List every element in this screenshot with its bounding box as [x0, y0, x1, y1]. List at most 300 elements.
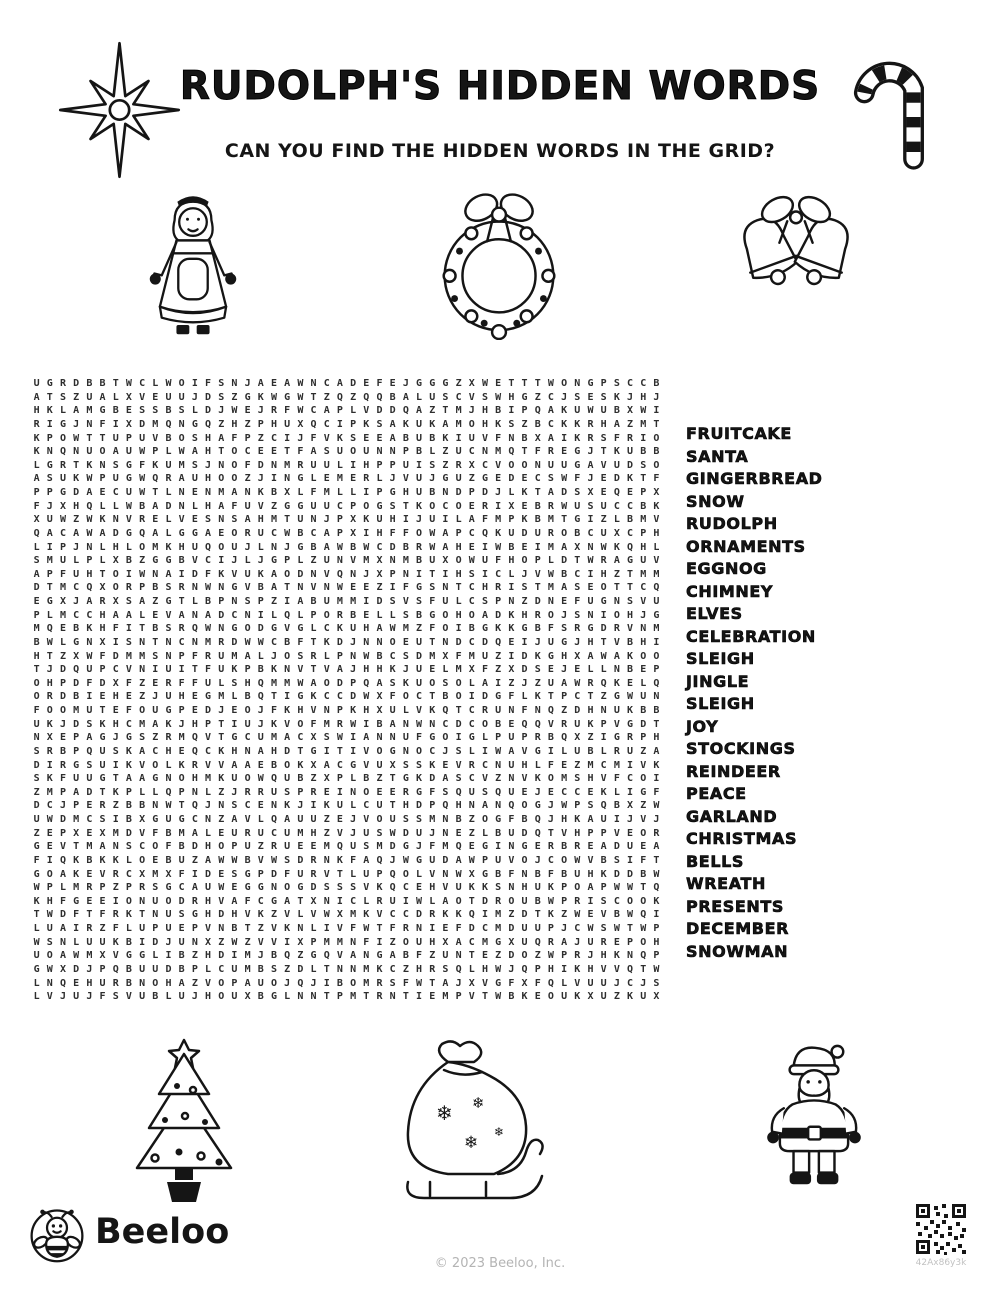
- grid-letter: R: [402, 786, 409, 798]
- grid-letter: T: [218, 718, 225, 730]
- grid-letter: K: [336, 623, 343, 635]
- grid-letter: R: [574, 950, 581, 962]
- grid-letter: E: [561, 596, 568, 607]
- grid-letter: L: [270, 609, 277, 621]
- grid-letter: A: [99, 391, 106, 403]
- grid-letter: S: [442, 391, 449, 403]
- grid-letter: L: [112, 391, 119, 403]
- grid-letter: G: [270, 623, 277, 635]
- grid-letter: L: [455, 596, 462, 607]
- grid-letter: Z: [613, 568, 620, 580]
- grid-letter: B: [205, 596, 212, 607]
- grid-letter: E: [350, 582, 357, 594]
- grid-letter: R: [429, 963, 436, 975]
- qr-code-label: 42Ax86y3k: [915, 1258, 967, 1268]
- grid-letter: E: [627, 827, 634, 839]
- grid-letter: E: [152, 609, 159, 621]
- grid-letter: J: [112, 732, 119, 744]
- grid-letter: W: [363, 541, 370, 553]
- grid-letter: H: [402, 800, 409, 812]
- grid-letter: P: [495, 732, 502, 744]
- grid-letter: W: [653, 800, 660, 812]
- grid-letter: K: [363, 514, 370, 526]
- grid-letter: I: [600, 609, 607, 621]
- grid-letter: V: [363, 759, 370, 771]
- grid-letter: G: [284, 500, 291, 512]
- grid-letter: D: [521, 527, 528, 539]
- grid-letter: E: [521, 786, 528, 798]
- grid-letter: Q: [191, 623, 198, 635]
- grid-letter: C: [323, 691, 330, 703]
- grid-letter: T: [73, 459, 80, 471]
- grid-letter: V: [613, 636, 620, 648]
- grid-letter: N: [323, 705, 330, 716]
- grid-letter: W: [574, 909, 581, 921]
- grid-letter: R: [59, 378, 66, 389]
- grid-letter: P: [59, 677, 66, 689]
- grid-letter: Q: [310, 418, 317, 430]
- grid-letter: S: [429, 582, 436, 594]
- grid-letter: D: [86, 786, 93, 798]
- grid-letter: X: [46, 732, 53, 744]
- grid-letter: C: [73, 582, 80, 594]
- grid-letter: O: [244, 623, 251, 635]
- grid-letter: S: [402, 759, 409, 771]
- grid-letter: G: [125, 950, 132, 962]
- grid-letter: N: [442, 582, 449, 594]
- grid-letter: C: [574, 568, 581, 580]
- grid-letter: B: [561, 868, 568, 880]
- grid-letter: B: [125, 936, 132, 948]
- grid-letter: R: [99, 800, 106, 812]
- grid-letter: L: [310, 473, 317, 485]
- grid-letter: Q: [270, 773, 277, 785]
- grid-letter: O: [139, 854, 146, 866]
- grid-letter: C: [323, 418, 330, 430]
- grid-letter: D: [297, 568, 304, 580]
- grid-letter: C: [442, 718, 449, 730]
- grid-letter: X: [59, 963, 66, 975]
- grid-letter: R: [376, 991, 383, 1003]
- grid-letter: G: [270, 991, 277, 1003]
- grid-letter: C: [574, 691, 581, 703]
- grid-letter: Q: [389, 882, 396, 894]
- grid-letter: T: [429, 691, 436, 703]
- grid-letter: D: [481, 895, 488, 907]
- grid-letter: Q: [191, 745, 198, 757]
- grid-letter: H: [165, 977, 172, 989]
- grid-letter: F: [59, 773, 66, 785]
- grid-letter: J: [402, 664, 409, 676]
- grid-letter: U: [33, 718, 40, 730]
- grid-letter: D: [508, 923, 515, 934]
- grid-letter: B: [613, 909, 620, 921]
- mrs-claus-icon: [147, 184, 239, 341]
- grid-letter: P: [310, 936, 317, 948]
- grid-letter: R: [416, 541, 423, 553]
- grid-letter: Z: [429, 950, 436, 962]
- grid-letter: S: [231, 800, 238, 812]
- grid-letter: U: [508, 527, 515, 539]
- grid-letter: A: [323, 759, 330, 771]
- grid-letter: A: [350, 950, 357, 962]
- grid-letter: B: [653, 446, 660, 458]
- grid-letter: M: [442, 841, 449, 853]
- grid-letter: S: [389, 977, 396, 989]
- grid-letter: U: [547, 677, 554, 689]
- grid-letter: O: [284, 882, 291, 894]
- grid-letter: O: [46, 868, 53, 880]
- grid-letter: T: [534, 909, 541, 921]
- grid-letter: B: [350, 541, 357, 553]
- grid-letter: O: [178, 378, 185, 389]
- grid-letter: M: [152, 868, 159, 880]
- grid-letter: J: [416, 841, 423, 853]
- grid-letter: U: [112, 473, 119, 485]
- grid-letter: E: [336, 814, 343, 825]
- grid-letter: J: [59, 718, 66, 730]
- grid-letter: N: [336, 555, 343, 567]
- grid-letter: B: [139, 800, 146, 812]
- grid-letter: W: [481, 378, 488, 389]
- grid-letter: Z: [508, 909, 515, 921]
- grid-letter: S: [218, 378, 225, 389]
- grid-letter: T: [429, 636, 436, 648]
- grid-letter: S: [59, 391, 66, 403]
- grid-letter: J: [191, 391, 198, 403]
- grid-letter: W: [46, 636, 53, 648]
- grid-letter: D: [218, 609, 225, 621]
- grid-letter: P: [534, 963, 541, 975]
- grid-letter: G: [297, 500, 304, 512]
- grid-letter: G: [297, 623, 304, 635]
- grid-letter: Z: [257, 432, 264, 444]
- grid-letter: J: [46, 664, 53, 676]
- grid-letter: S: [600, 432, 607, 444]
- grid-letter: I: [627, 786, 634, 798]
- grid-letter: Q: [205, 541, 212, 553]
- grid-letter: J: [231, 555, 238, 567]
- grid-letter: L: [59, 636, 66, 648]
- grid-letter: Z: [112, 882, 119, 894]
- grid-letter: B: [521, 432, 528, 444]
- grid-letter: G: [244, 868, 251, 880]
- grid-letter: S: [178, 909, 185, 921]
- grid-letter: U: [139, 432, 146, 444]
- grid-letter: W: [336, 582, 343, 594]
- grid-letter: B: [363, 773, 370, 785]
- grid-letter: K: [600, 868, 607, 880]
- grid-letter: N: [191, 636, 198, 648]
- grid-letter: K: [495, 623, 502, 635]
- grid-letter: S: [231, 514, 238, 526]
- grid-letter: U: [508, 786, 515, 798]
- grid-letter: L: [99, 555, 106, 567]
- grid-letter: M: [284, 677, 291, 689]
- grid-letter: D: [350, 378, 357, 389]
- grid-letter: F: [574, 473, 581, 485]
- grid-letter: D: [402, 827, 409, 839]
- grid-letter: R: [455, 459, 462, 471]
- grid-letter: P: [257, 596, 264, 607]
- grid-letter: Q: [442, 705, 449, 716]
- grid-letter: B: [429, 432, 436, 444]
- grid-letter: H: [191, 718, 198, 730]
- grid-letter: U: [561, 459, 568, 471]
- grid-letter: B: [152, 991, 159, 1003]
- grid-letter: P: [640, 527, 647, 539]
- grid-letter: X: [389, 759, 396, 771]
- grid-letter: T: [152, 487, 159, 498]
- grid-letter: P: [59, 541, 66, 553]
- grid-letter: W: [86, 514, 93, 526]
- grid-letter: P: [244, 664, 251, 676]
- grid-letter: X: [244, 991, 251, 1003]
- grid-letter: G: [521, 391, 528, 403]
- grid-letter: O: [152, 841, 159, 853]
- grid-letter: E: [257, 759, 264, 771]
- grid-letter: U: [165, 923, 172, 934]
- grid-letter: I: [139, 936, 146, 948]
- grid-letter: T: [561, 514, 568, 526]
- grid-letter: V: [152, 432, 159, 444]
- grid-letter: E: [389, 786, 396, 798]
- grid-letter: S: [350, 432, 357, 444]
- grid-letter: H: [363, 623, 370, 635]
- grid-letter: D: [218, 909, 225, 921]
- grid-letter: D: [59, 909, 66, 921]
- grid-letter: N: [363, 950, 370, 962]
- grid-letter: C: [640, 378, 647, 389]
- grid-letter: N: [547, 596, 554, 607]
- word-list-item: EGGNOG: [686, 559, 767, 578]
- grid-letter: O: [244, 773, 251, 785]
- grid-letter: V: [481, 432, 488, 444]
- grid-letter: A: [323, 527, 330, 539]
- grid-letter: L: [125, 923, 132, 934]
- grid-letter: I: [442, 568, 449, 580]
- grid-letter: Q: [508, 446, 515, 458]
- grid-letter: W: [336, 541, 343, 553]
- grid-letter: V: [284, 623, 291, 635]
- grid-letter: K: [534, 773, 541, 785]
- grid-letter: A: [257, 378, 264, 389]
- grid-letter: P: [561, 895, 568, 907]
- grid-letter: U: [270, 786, 277, 798]
- grid-letter: M: [561, 773, 568, 785]
- grid-letter: G: [376, 500, 383, 512]
- grid-letter: O: [231, 446, 238, 458]
- grid-letter: I: [495, 677, 502, 689]
- grid-letter: A: [600, 841, 607, 853]
- grid-letter: U: [363, 827, 370, 839]
- grid-letter: O: [561, 527, 568, 539]
- grid-letter: O: [139, 705, 146, 716]
- grid-letter: I: [653, 636, 660, 648]
- grid-letter: R: [587, 432, 594, 444]
- grid-letter: V: [613, 827, 620, 839]
- grid-letter: C: [336, 500, 343, 512]
- grid-letter: G: [574, 459, 581, 471]
- grid-letter: I: [46, 854, 53, 866]
- grid-letter: I: [416, 568, 423, 580]
- grid-letter: C: [481, 459, 488, 471]
- grid-letter: I: [587, 514, 594, 526]
- grid-letter: N: [389, 991, 396, 1003]
- grid-letter: U: [231, 963, 238, 975]
- grid-letter: U: [416, 664, 423, 676]
- grid-letter: V: [257, 936, 264, 948]
- grid-letter: V: [600, 963, 607, 975]
- grid-letter: E: [508, 718, 515, 730]
- grid-letter: N: [152, 909, 159, 921]
- grid-letter: K: [112, 854, 119, 866]
- grid-letter: B: [653, 378, 660, 389]
- grid-letter: U: [257, 977, 264, 989]
- grid-letter: K: [653, 759, 660, 771]
- grid-letter: D: [416, 650, 423, 662]
- grid-letter: V: [481, 977, 488, 989]
- grid-letter: V: [574, 977, 581, 989]
- grid-letter: T: [468, 895, 475, 907]
- grid-letter: W: [363, 923, 370, 934]
- grid-letter: H: [521, 759, 528, 771]
- grid-letter: K: [284, 923, 291, 934]
- grid-letter: N: [376, 636, 383, 648]
- grid-letter: A: [613, 418, 620, 430]
- grid-letter: P: [99, 882, 106, 894]
- grid-letter: I: [481, 541, 488, 553]
- grid-letter: E: [587, 391, 594, 403]
- grid-letter: L: [402, 705, 409, 716]
- gift-sack-sleigh-icon: [386, 1036, 556, 1206]
- grid-letter: M: [178, 459, 185, 471]
- grid-letter: W: [653, 963, 660, 975]
- grid-letter: H: [46, 895, 53, 907]
- grid-letter: C: [178, 882, 185, 894]
- grid-letter: K: [125, 745, 132, 757]
- grid-letter: B: [495, 718, 502, 730]
- grid-letter: H: [165, 745, 172, 757]
- grid-letter: Q: [73, 664, 80, 676]
- grid-letter: B: [125, 963, 132, 975]
- grid-letter: L: [376, 473, 383, 485]
- grid-letter: C: [310, 405, 317, 417]
- grid-letter: W: [231, 405, 238, 417]
- grid-letter: M: [323, 487, 330, 498]
- grid-letter: W: [574, 677, 581, 689]
- grid-letter: Q: [561, 732, 568, 744]
- grid-letter: H: [653, 732, 660, 744]
- grid-letter: J: [350, 827, 357, 839]
- grid-letter: G: [191, 527, 198, 539]
- grid-letter: K: [416, 500, 423, 512]
- grid-letter: Q: [139, 527, 146, 539]
- grid-letter: O: [416, 527, 423, 539]
- grid-letter: R: [495, 895, 502, 907]
- grid-letter: S: [376, 827, 383, 839]
- grid-letter: Q: [640, 909, 647, 921]
- grid-letter: B: [73, 691, 80, 703]
- grid-letter: R: [336, 609, 343, 621]
- grid-letter: V: [59, 841, 66, 853]
- grid-letter: L: [297, 909, 304, 921]
- grid-letter: A: [389, 432, 396, 444]
- grid-letter: V: [640, 596, 647, 607]
- grid-letter: B: [640, 705, 647, 716]
- grid-letter: I: [363, 487, 370, 498]
- grid-letter: K: [627, 991, 634, 1003]
- grid-letter: V: [270, 936, 277, 948]
- grid-letter: L: [561, 977, 568, 989]
- grid-letter: K: [508, 609, 515, 621]
- grid-letter: P: [376, 459, 383, 471]
- copyright-text: © 2023 Beeloo, Inc.: [434, 1256, 566, 1271]
- grid-letter: G: [534, 745, 541, 757]
- grid-letter: C: [481, 759, 488, 771]
- grid-letter: O: [402, 868, 409, 880]
- grid-letter: C: [125, 868, 132, 880]
- grid-letter: R: [574, 895, 581, 907]
- grid-letter: D: [152, 936, 159, 948]
- grid-letter: W: [231, 936, 238, 948]
- grid-letter: R: [363, 473, 370, 485]
- grid-letter: I: [257, 609, 264, 621]
- grid-letter: Q: [455, 786, 462, 798]
- grid-letter: N: [310, 514, 317, 526]
- grid-letter: T: [33, 909, 40, 921]
- grid-letter: U: [73, 568, 80, 580]
- grid-letter: F: [574, 596, 581, 607]
- grid-letter: H: [600, 950, 607, 962]
- grid-letter: I: [653, 405, 660, 417]
- grid-letter: P: [99, 473, 106, 485]
- grid-letter: G: [310, 950, 317, 962]
- grid-letter: L: [257, 650, 264, 662]
- grid-letter: K: [495, 527, 502, 539]
- grid-letter: G: [442, 378, 449, 389]
- grid-letter: V: [363, 405, 370, 417]
- grid-letter: Q: [257, 691, 264, 703]
- grid-letter: O: [376, 814, 383, 825]
- grid-letter: C: [468, 636, 475, 648]
- grid-letter: A: [59, 923, 66, 934]
- grid-letter: M: [205, 773, 212, 785]
- grid-letter: S: [574, 487, 581, 498]
- grid-letter: W: [257, 773, 264, 785]
- grid-letter: M: [350, 909, 357, 921]
- grid-letter: E: [257, 800, 264, 812]
- grid-letter: Z: [270, 909, 277, 921]
- grid-letter: P: [587, 827, 594, 839]
- grid-letter: N: [627, 950, 634, 962]
- grid-letter: K: [561, 405, 568, 417]
- grid-letter: T: [534, 378, 541, 389]
- grid-letter: L: [33, 923, 40, 934]
- grid-letter: F: [429, 841, 436, 853]
- grid-letter: F: [73, 909, 80, 921]
- grid-letter: A: [231, 487, 238, 498]
- grid-letter: H: [547, 963, 554, 975]
- grid-letter: V: [270, 923, 277, 934]
- grid-letter: X: [574, 650, 581, 662]
- grid-letter: J: [191, 991, 198, 1003]
- grid-letter: G: [125, 473, 132, 485]
- grid-letter: F: [547, 623, 554, 635]
- grid-letter: N: [389, 555, 396, 567]
- grid-letter: G: [468, 732, 475, 744]
- grid-letter: H: [257, 514, 264, 526]
